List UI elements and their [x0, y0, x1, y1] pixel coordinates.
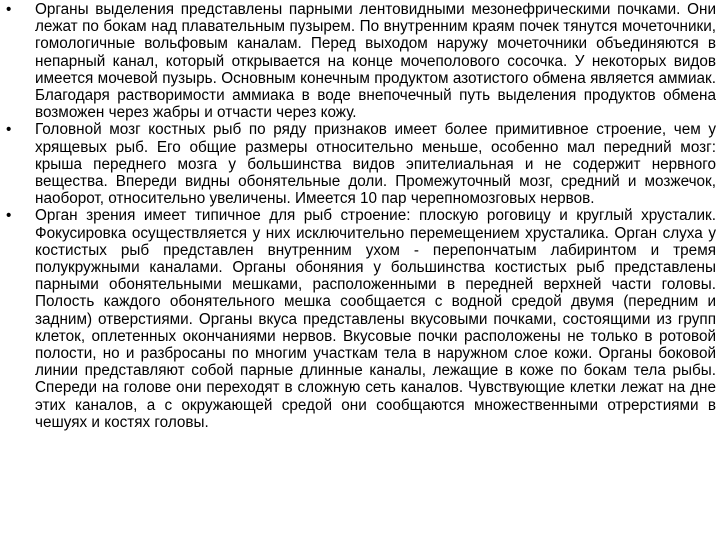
bullet-list [6, 1, 716, 431]
bullet-icon: • [6, 121, 12, 139]
bullet-icon: • [6, 207, 12, 225]
bullet-text: Орган зрения имеет типичное для рыб строение: плоскую роговицу и круглый хрусталик. Фокусировка осуществляется у них исключительно перемещением хрусталика. Орган слуха у костистых рыб представлен внутренним ухом - перепончатым лабиринтом и тремя полукружными каналами. Органы обоняния у большинства костистых рыб представлены парными обонятельными мешками, расположенными в передней верхней части головы. Полость каждого обонятельного мешка сообщается с водной средой двумя (передним и задним) отверстиями. Органы вкуса представлены вкусовыми почками, состоящими из групп клеток, оплетенных окончаниями нервов. Вкусовые почки расположены не только в ротовой полости, но и разбросаны по многим участкам тела в наружном слое кожи. Органы боковой линии представляют собой парные длинные каналы, лежащие в коже по бокам тела рыбы. Спереди на голове они переходят в сложную сеть каналов. Чувствующие клетки лежат на дне этих каналов, а с окружающей средой они сообщаются множественными отрерстиями в чешуях и костях головы. [35, 207, 716, 431]
bullet-text: Головной мозг костных рыб по ряду признаков имеет более примитивное строение, чем у хрящевых рыб. Его общие размеры относительно меньше, особенно мал передний мозг: крыша переднего мозга у большинства видов эпителиальная и не содержит нервного вещества. Впереди видны обонятельные доли. Промежуточный мозг, средний и мозжечок, наоборот, относительно увеличены. Имеется 10 пар черепномозговых нервов. [35, 121, 716, 208]
bullet-item-sense-organs [6, 207, 716, 431]
bullet-icon: • [6, 1, 12, 18]
bullet-text: Органы выделения представлены парными лентовидными мезонефрическими почками. Они лежат по бокам над плавательным пузырем. По внутренним краям почек тянутся мочеточники, гомологичные вольфовым каналам. Перед выходом наружу мочеточники объединяются в непарный канал, который открывается на конце мочеполового сосочка. У некоторых видов имеется мочевой пузырь. Основным конечным продуктом азотистого обмена является аммиак. Благодаря растворимости аммиака в воде внепочечный путь выделения продуктов обмена возможен через жабры и отчасти через кожу. [35, 1, 716, 122]
bullet-item-brain [6, 121, 716, 207]
bullet-item-excretory-organs [6, 1, 716, 121]
